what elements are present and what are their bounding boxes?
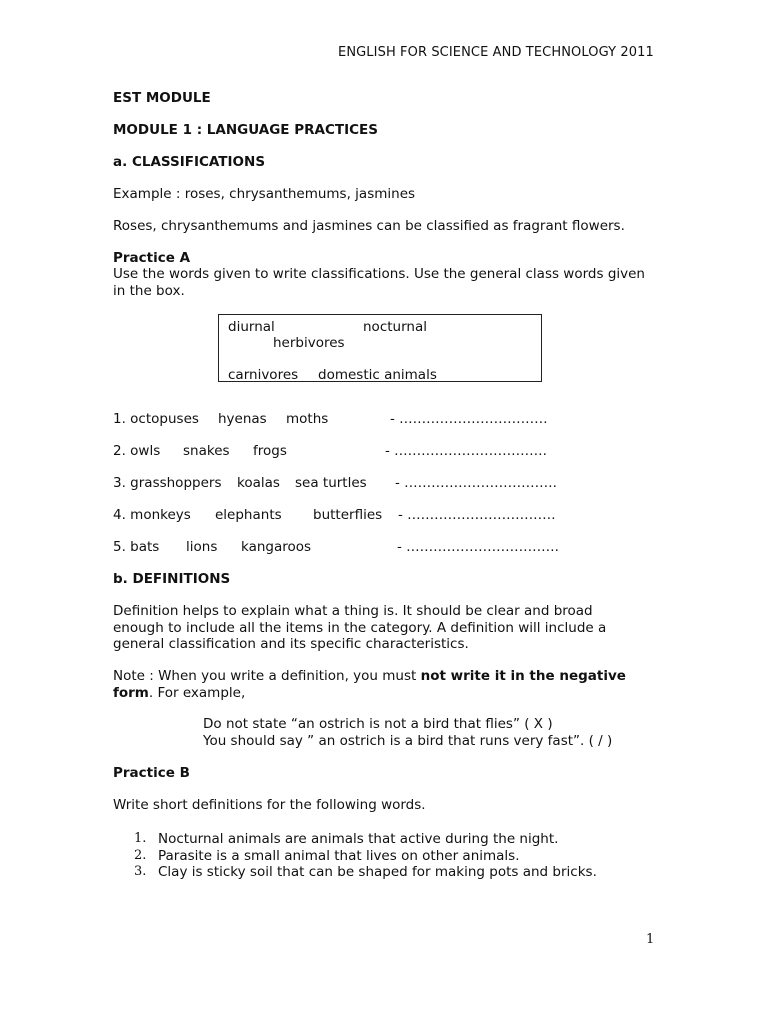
page-number: 1	[646, 932, 655, 947]
section-a-heading: a. CLASSIFICATIONS	[113, 154, 266, 170]
definitions-note	[113, 668, 653, 701]
item-3-answer-blank[interactable]: - …………………………….	[395, 475, 557, 491]
item-5-word-2: lions	[186, 539, 218, 555]
practice-b-title: Practice B	[113, 765, 190, 781]
item-3-word-3: sea turtles	[295, 475, 367, 491]
box-word: carnivores	[228, 367, 299, 382]
practice-a-instruction: Use the words given to write classifications. Use the general class words given in the box.	[113, 266, 645, 299]
definition-text: Clay is sticky soil that can be shaped for making pots and bricks.	[158, 864, 597, 880]
wrong-example: Do not state “an ostrich is not a bird that flies” ( X )	[203, 716, 553, 732]
module-title: EST MODULE	[113, 90, 211, 106]
item-3-word-1: 3. grasshoppers	[113, 475, 222, 491]
item-4-word-2: elephants	[215, 507, 282, 523]
item-1-word-1: 1. octopuses	[113, 411, 199, 427]
definition-text: Parasite is a small animal that lives on other animals.	[158, 848, 520, 864]
practice-b-instruction: Write short definitions for the following words.	[113, 797, 426, 813]
definition-number: 3.	[134, 864, 147, 879]
classification-example-sentence: Roses, chrysanthemums and jasmines can be classified as fragrant flowers.	[113, 218, 625, 234]
item-1-answer-blank[interactable]: - ……………………………	[390, 411, 548, 427]
item-5-answer-blank[interactable]: - …………………………….	[397, 539, 559, 555]
practice-a-title: Practice A	[113, 250, 191, 266]
item-5-word-1: 5. bats	[113, 539, 160, 555]
item-2-word-3: frogs	[253, 443, 287, 459]
item-3-word-2: koalas	[237, 475, 280, 491]
note-emphasis: not write it in the negative form	[113, 668, 626, 701]
item-1-word-2: hyenas	[218, 411, 267, 427]
item-5-word-3: kangaroos	[241, 539, 312, 555]
box-word: nocturnal	[363, 319, 427, 335]
class-words-box	[218, 314, 542, 382]
item-4-answer-blank[interactable]: - ……………………………	[398, 507, 556, 523]
definition-number: 2.	[134, 848, 147, 863]
item-2-answer-blank[interactable]: - …………………………….	[385, 443, 547, 459]
box-word: herbivores	[273, 335, 345, 351]
definition-number: 1.	[134, 831, 147, 846]
module-subtitle: MODULE 1 : LANGUAGE PRACTICES	[113, 122, 378, 138]
item-4-word-1: 4. monkeys	[113, 507, 191, 523]
item-2-word-2: snakes	[183, 443, 230, 459]
note-prefix: Note : When you write a definition, you must	[113, 668, 421, 684]
box-word: diurnal	[228, 319, 275, 335]
page-header: ENGLISH FOR SCIENCE AND TECHNOLOGY 2011	[338, 45, 654, 60]
right-example: You should say ” an ostrich is a bird that runs very fast”. ( / )	[203, 733, 613, 749]
item-1-word-3: moths	[286, 411, 329, 427]
box-word: domestic animals	[318, 367, 437, 382]
definition-text: Nocturnal animals are animals that active during the night.	[158, 831, 559, 847]
item-2-word-1: 2. owls	[113, 443, 161, 459]
item-4-word-3: butterflies	[313, 507, 383, 523]
definitions-paragraph: Definition helps to explain what a thing is. It should be clear and broad enough to include all the items in the category. A definition will include a general classification and its specific characteristics.	[113, 603, 607, 652]
classification-example: Example : roses, chrysanthemums, jasmines	[113, 186, 416, 202]
section-b-heading: b. DEFINITIONS	[113, 571, 231, 587]
note-suffix: . For example,	[148, 684, 246, 701]
